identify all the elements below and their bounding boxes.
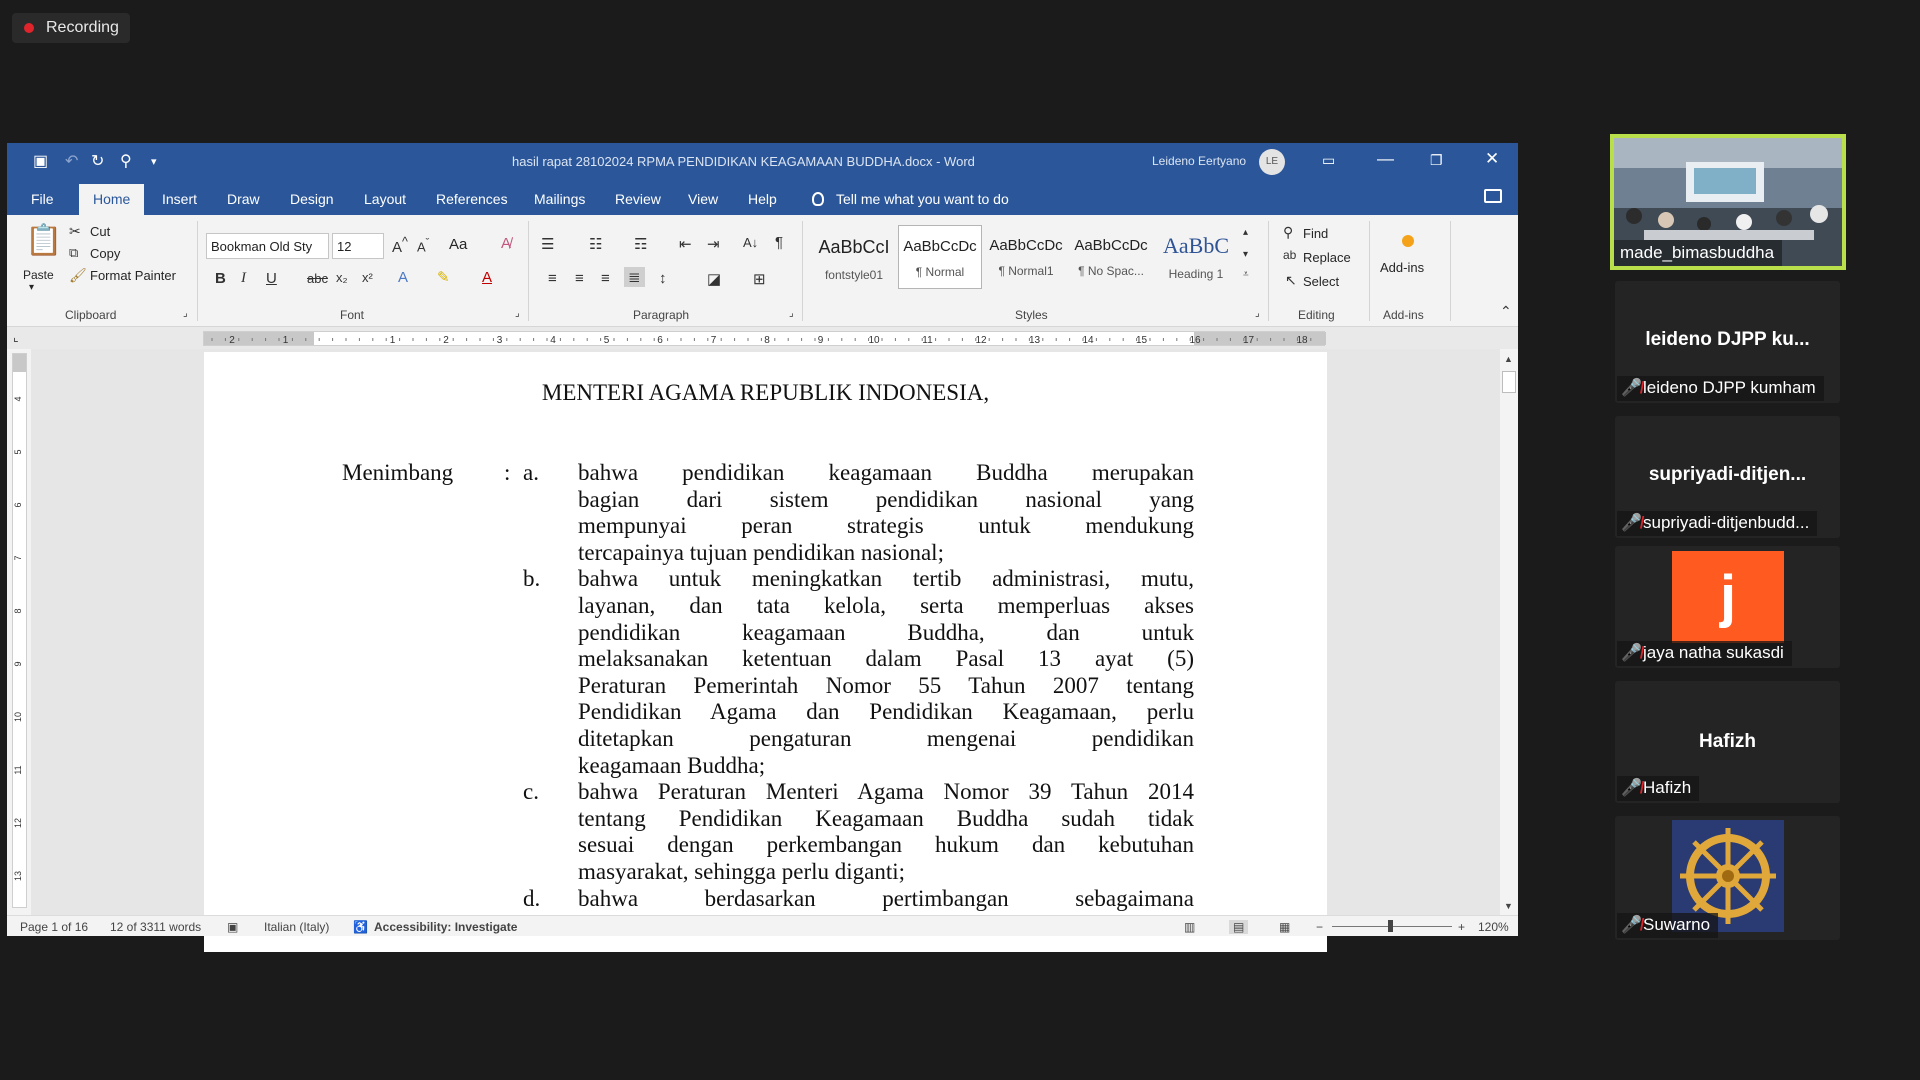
separator xyxy=(802,221,803,321)
recording-label: Recording xyxy=(46,19,119,36)
copy-button[interactable]: Copy xyxy=(90,246,121,261)
item-line: ditetapkan pengaturan mengenai pendidikan xyxy=(578,726,1194,751)
scroll-down-icon[interactable]: ▼ xyxy=(1504,901,1513,911)
ruler-number: 4 xyxy=(550,335,556,346)
add-ins-button[interactable]: Add-ins xyxy=(1380,260,1425,275)
vruler-number: 10 xyxy=(13,711,23,723)
add-ins-group-label: Add-ins xyxy=(1383,308,1424,322)
style-preview: AaBbCcDc xyxy=(989,237,1063,254)
item-line: Peraturan Pemerintah Nomor 55 Tahun 2007 tentang xyxy=(578,672,1194,698)
style-name: ¶ Normal xyxy=(915,265,965,279)
cut-button[interactable]: Cut xyxy=(90,224,111,239)
item-letter: b. xyxy=(523,566,541,592)
vruler-number: 7 xyxy=(13,555,23,561)
zoom-out-button[interactable]: − xyxy=(1316,920,1324,934)
find-icon[interactable]: ⚲ xyxy=(1283,224,1294,240)
tab-home[interactable]: Home xyxy=(79,184,144,215)
format-painter-button[interactable]: Format Painter xyxy=(90,268,176,283)
subscript-icon[interactable]: x₂ xyxy=(336,270,348,285)
superscript-icon[interactable]: x² xyxy=(362,270,373,285)
style-name: fontstyle01 xyxy=(824,268,884,282)
tab-selector-icon[interactable]: ⌞ xyxy=(13,330,19,344)
redo-icon[interactable]: ↻ xyxy=(91,153,105,170)
copy-icon[interactable]: ⧉ xyxy=(69,245,79,260)
participant-tile[interactable] xyxy=(1615,416,1840,538)
font-name-box[interactable]: Bookman Old Sty xyxy=(206,233,329,259)
item-line: melaksanakan ketentuan dalam Pasal 13 ayat (5) xyxy=(578,646,1194,672)
horizontal-ruler[interactable] xyxy=(203,331,1325,346)
style-preview: AaBbCcDc xyxy=(903,238,977,255)
mic-muted-icon: 🎤̸ xyxy=(1621,643,1643,662)
style-name: ¶ No Spac... xyxy=(1078,264,1144,278)
styles-scroll-down-icon[interactable]: ▾ xyxy=(1243,249,1249,260)
item-line: bahwa Peraturan Menteri Agama Nomor 39 Tahun 2014 xyxy=(578,779,1194,805)
shrink-font-icon[interactable]: $A^ˇ$ xyxy=(417,237,430,255)
ruler-number: 15 xyxy=(1135,335,1148,346)
style-preview: AaBbCcDc xyxy=(1074,237,1148,254)
participant-name: Suwarno xyxy=(1643,915,1711,934)
replace-icon[interactable]: ab xyxy=(1283,248,1297,262)
numbering-icon[interactable]: ☷ xyxy=(589,236,603,253)
participant-namebar xyxy=(1617,913,1718,938)
mic-muted-icon: 🎤̸ xyxy=(1621,513,1643,532)
align-center-icon[interactable]: ≡ xyxy=(575,270,584,287)
ruler-number: 11 xyxy=(922,335,933,346)
sort-icon[interactable]: A↓ xyxy=(743,235,759,250)
participant-name: jaya natha sukasdi xyxy=(1643,643,1784,662)
ribbon-display-icon[interactable]: ▭ xyxy=(1322,152,1336,168)
style-preview: AaBbCcI xyxy=(818,237,890,257)
scroll-up-icon[interactable]: ▲ xyxy=(1504,354,1513,364)
ribbon-home xyxy=(7,215,1518,327)
strikethrough-icon[interactable]: abc xyxy=(307,271,328,286)
ruler-number: 1 xyxy=(389,335,396,346)
format-painter-icon[interactable]: 🖌 xyxy=(69,267,87,283)
align-left-icon[interactable]: ≡ xyxy=(548,270,557,287)
separator xyxy=(1268,221,1269,321)
underline-icon[interactable]: U xyxy=(266,270,277,287)
justify-icon[interactable]: ≣ xyxy=(624,267,645,287)
paste-dropdown-icon[interactable]: ▾ xyxy=(29,282,35,293)
ruler-number: 9 xyxy=(817,335,824,346)
font-group-label: Font xyxy=(340,308,365,322)
tell-me-box[interactable] xyxy=(812,191,1009,207)
minimize-icon[interactable]: — xyxy=(1377,149,1394,168)
vruler-number: 9 xyxy=(13,661,23,667)
save-icon[interactable]: ▣ xyxy=(33,153,49,170)
multilevel-list-icon[interactable]: ☶ xyxy=(634,236,648,253)
lightbulb-icon xyxy=(812,192,824,206)
participant-tile[interactable] xyxy=(1615,681,1840,803)
highlight-icon[interactable]: ✎ xyxy=(437,269,450,286)
item-line: bahwa pendidikan keagamaan Buddha merupakan xyxy=(578,460,1194,485)
vruler-ticks xyxy=(13,354,28,909)
participant-avatar: j xyxy=(1672,551,1784,643)
style-fontstyle01[interactable] xyxy=(812,225,896,289)
proofing-icon[interactable]: ▣ xyxy=(227,920,239,934)
find-button[interactable]: Find xyxy=(1303,226,1329,241)
participant-tile[interactable] xyxy=(1615,281,1840,403)
item-line: pendidikan keagamaan Buddha, dan untuk xyxy=(578,619,1194,645)
select-icon[interactable]: ↖ xyxy=(1285,272,1297,288)
customize-qat-icon[interactable]: ▾ xyxy=(151,156,157,168)
separator xyxy=(197,221,198,321)
item-line: sesuai dengan perkembangan hukum dan kebutuhan xyxy=(578,832,1194,858)
vruler-number: 8 xyxy=(13,608,23,614)
horizontal-ruler-row xyxy=(7,327,1518,349)
bullets-icon[interactable]: ☰ xyxy=(541,236,555,253)
participant-name: leideno DJPP kumham xyxy=(1643,378,1816,397)
italic-icon[interactable]: I xyxy=(241,270,246,286)
item-line: bahwa berdasarkan pertimbangan sebagaimana xyxy=(578,885,1194,911)
accessibility-icon[interactable]: ♿ xyxy=(353,920,368,934)
participant-tile[interactable] xyxy=(1615,546,1840,668)
item-letter: c. xyxy=(523,779,539,805)
participant-namebar xyxy=(1617,511,1817,536)
participant-display-name: supriyadi-ditjen... xyxy=(1648,464,1807,485)
style-name: Heading 1 xyxy=(1168,267,1224,281)
document-heading: MENTERI AGAMA REPUBLIK INDONESIA, xyxy=(541,380,990,405)
tab-references[interactable]: References xyxy=(436,191,508,207)
increase-indent-icon[interactable]: ⇥ xyxy=(707,236,720,253)
restore-icon[interactable]: ❐ xyxy=(1430,152,1443,168)
tell-me-text: Tell me what you want to do xyxy=(836,191,1009,207)
document-canvas xyxy=(31,349,1501,915)
text-effects-icon[interactable]: A xyxy=(398,269,409,286)
add-ins-icon[interactable] xyxy=(1402,235,1414,247)
ruler-number: 10 xyxy=(868,335,880,346)
ruler-number: 6 xyxy=(657,335,663,346)
clipboard-group-label: Clipboard xyxy=(65,308,117,322)
tab-layout[interactable]: Layout xyxy=(364,191,407,207)
clear-formatting-icon[interactable]: A̸ xyxy=(501,235,512,252)
separator xyxy=(1450,221,1451,321)
ruler-number: 18 xyxy=(1296,335,1308,346)
vruler-number: 5 xyxy=(13,449,23,455)
styles-scroll-up-icon[interactable]: ▴ xyxy=(1243,227,1249,238)
ribbon-tabs xyxy=(7,179,1518,215)
ruler-number: 7 xyxy=(710,335,717,346)
vruler-number: 13 xyxy=(13,870,23,882)
ruler-number: 17 xyxy=(1242,335,1255,346)
mic-muted-icon: 🎤̸ xyxy=(1621,915,1643,934)
mic-muted-icon: 🎤̸ xyxy=(1621,778,1643,797)
item-line: Pendidikan Agama dan Pendidikan Keagamaan, perlu xyxy=(578,699,1194,725)
item-line: bagian dari sistem pendidikan nasional yang xyxy=(578,486,1194,512)
font-color-icon[interactable]: A xyxy=(482,269,493,286)
show-marks-icon[interactable]: ¶ xyxy=(775,234,784,251)
ruler-ticks xyxy=(204,332,1326,347)
item-line: layanan, dan tata kelola, serta memperluas akses xyxy=(578,593,1194,618)
zoom-in-button[interactable]: + xyxy=(1458,920,1466,934)
accessibility-status[interactable]: Accessibility: Investigate xyxy=(374,920,518,934)
undo-icon[interactable]: ↶ xyxy=(65,153,79,170)
borders-icon[interactable]: ⊞ xyxy=(753,271,766,288)
close-icon[interactable]: ✕ xyxy=(1485,149,1500,168)
style-normal1[interactable] xyxy=(984,225,1068,289)
item-line: tentang Pendidikan Keagamaan Buddha sudah tidak xyxy=(578,805,1194,831)
tab-draw[interactable]: Draw xyxy=(227,191,260,207)
vruler-number: 12 xyxy=(13,817,23,829)
ruler-number: 12 xyxy=(975,335,987,346)
separator xyxy=(528,221,529,321)
select-button[interactable]: Select xyxy=(1303,274,1340,289)
user-name[interactable]: Leideno Eertyano xyxy=(1152,154,1247,168)
ruler-number: 14 xyxy=(1082,335,1094,346)
scroll-thumb[interactable] xyxy=(1502,371,1516,393)
item-letter: a. xyxy=(523,460,539,485)
zoom-level[interactable]: 120% xyxy=(1478,920,1509,934)
vruler-number: 6 xyxy=(13,502,23,508)
print-layout-icon[interactable]: ▤ xyxy=(1229,920,1248,934)
clipboard-launcher-icon[interactable]: ⌟ xyxy=(183,308,188,319)
page-count[interactable]: Page 1 of 16 xyxy=(20,920,89,934)
item-line: keagamaan Buddha; xyxy=(578,752,766,778)
mic-muted-icon: 🎤̸ xyxy=(1621,378,1643,397)
styles-launcher-icon[interactable]: ⌟ xyxy=(1255,308,1260,319)
tab-insert[interactable]: Insert xyxy=(162,191,198,207)
separator xyxy=(1369,221,1370,321)
participant-display-name: Hafizh xyxy=(1699,731,1756,752)
styles-more-icon[interactable]: ⩡ xyxy=(1243,269,1249,280)
participant-namebar xyxy=(1617,776,1699,801)
item-line: masyarakat, sehingga perlu diganti; xyxy=(578,859,906,884)
read-mode-icon[interactable]: ▥ xyxy=(1184,920,1196,934)
ruler-number: 16 xyxy=(1189,335,1201,346)
participant-video-tile[interactable] xyxy=(1610,134,1846,270)
participant-name: Hafizh xyxy=(1643,778,1692,797)
vertical-scrollbar[interactable] xyxy=(1500,349,1518,915)
zoom-slider-thumb[interactable] xyxy=(1388,920,1393,932)
item-line: bahwa untuk meningkatkan tertib administrasi, mutu, xyxy=(578,566,1194,592)
language[interactable]: Italian (Italy) xyxy=(264,920,330,934)
paste-icon[interactable]: 📋 xyxy=(25,224,63,257)
menimbang-label: Menimbang xyxy=(342,460,454,485)
decrease-indent-icon[interactable]: ⇤ xyxy=(679,236,692,253)
collapse-ribbon-icon[interactable]: ⌃ xyxy=(1500,303,1512,319)
tab-file[interactable]: File xyxy=(31,191,54,207)
style-heading1[interactable] xyxy=(1154,225,1238,289)
participant-namebar xyxy=(1617,641,1792,666)
shading-icon[interactable]: ◪ xyxy=(707,271,722,288)
recording-indicator xyxy=(12,13,130,43)
search-icon[interactable]: ⚲ xyxy=(120,153,132,170)
comments-icon[interactable] xyxy=(1484,189,1502,203)
styles-group-label: Styles xyxy=(1015,308,1048,322)
document-page[interactable] xyxy=(204,352,1327,952)
ruler-number: 2 xyxy=(443,335,449,346)
item-letter: d. xyxy=(523,885,541,911)
font-launcher-icon[interactable]: ⌟ xyxy=(515,308,520,319)
style-no-spacing[interactable] xyxy=(1069,225,1153,289)
participant-name: made_bimasbuddha xyxy=(1614,240,1782,266)
document-title: hasil rapat 28102024 RPMA PENDIDIKAN KEAGAMAAN BUDDHA.docx - Word xyxy=(512,154,975,169)
participant-tile[interactable] xyxy=(1615,816,1840,940)
font-size-box[interactable]: 12 xyxy=(332,233,384,259)
change-case-button[interactable]: Aa xyxy=(449,236,468,253)
menimbang-colon: : xyxy=(504,460,511,485)
participant-display-name: leideno DJPP ku... xyxy=(1645,329,1810,350)
tab-help[interactable]: Help xyxy=(748,191,777,207)
paragraph-group-label: Paragraph xyxy=(633,308,690,322)
editing-group-label: Editing xyxy=(1298,308,1335,322)
bold-icon[interactable]: B xyxy=(215,270,226,287)
grow-font-icon[interactable]: A^ xyxy=(392,235,408,256)
tab-review[interactable]: Review xyxy=(615,191,661,207)
word-window xyxy=(7,143,1518,936)
paste-button[interactable]: Paste xyxy=(23,268,54,282)
ruler-number: 5 xyxy=(603,335,610,346)
style-preview: AaBbC xyxy=(1163,233,1229,258)
web-layout-icon[interactable]: ▦ xyxy=(1279,920,1291,934)
vruler-number: 4 xyxy=(13,396,23,402)
status-bar xyxy=(7,915,1518,936)
ruler-number: 1 xyxy=(282,335,289,346)
ruler-number: 3 xyxy=(496,335,503,346)
participant-name: supriyadi-ditjenbudd... xyxy=(1643,513,1810,532)
item-line: tercapainya tujuan pendidikan nasional; xyxy=(578,539,944,565)
align-right-icon[interactable]: ≡ xyxy=(601,270,610,287)
word-count[interactable]: 12 of 3311 words xyxy=(110,920,202,934)
tab-design[interactable]: Design xyxy=(290,191,334,207)
title-bar xyxy=(7,143,1518,179)
style-name: ¶ Normal1 xyxy=(998,264,1054,278)
paragraph-launcher-icon[interactable]: ⌟ xyxy=(789,308,794,319)
tab-view[interactable]: View xyxy=(688,191,719,207)
cut-icon[interactable]: ✂ xyxy=(69,223,81,239)
ruler-number: 13 xyxy=(1028,335,1041,346)
line-spacing-icon[interactable]: ↕ xyxy=(659,270,667,287)
style-normal[interactable] xyxy=(898,225,982,289)
tab-mailings[interactable]: Mailings xyxy=(534,191,586,207)
user-avatar[interactable]: LE xyxy=(1259,149,1285,175)
record-dot-icon xyxy=(24,23,34,33)
replace-button[interactable]: Replace xyxy=(1303,250,1351,265)
vertical-ruler[interactable] xyxy=(12,353,27,908)
ruler-number: 8 xyxy=(764,335,770,346)
ruler-number: 2 xyxy=(229,335,235,346)
participant-namebar xyxy=(1617,376,1824,401)
item-line: mempunyai peran strategis untuk mendukung xyxy=(578,513,1194,539)
vruler-number: 11 xyxy=(13,765,23,775)
